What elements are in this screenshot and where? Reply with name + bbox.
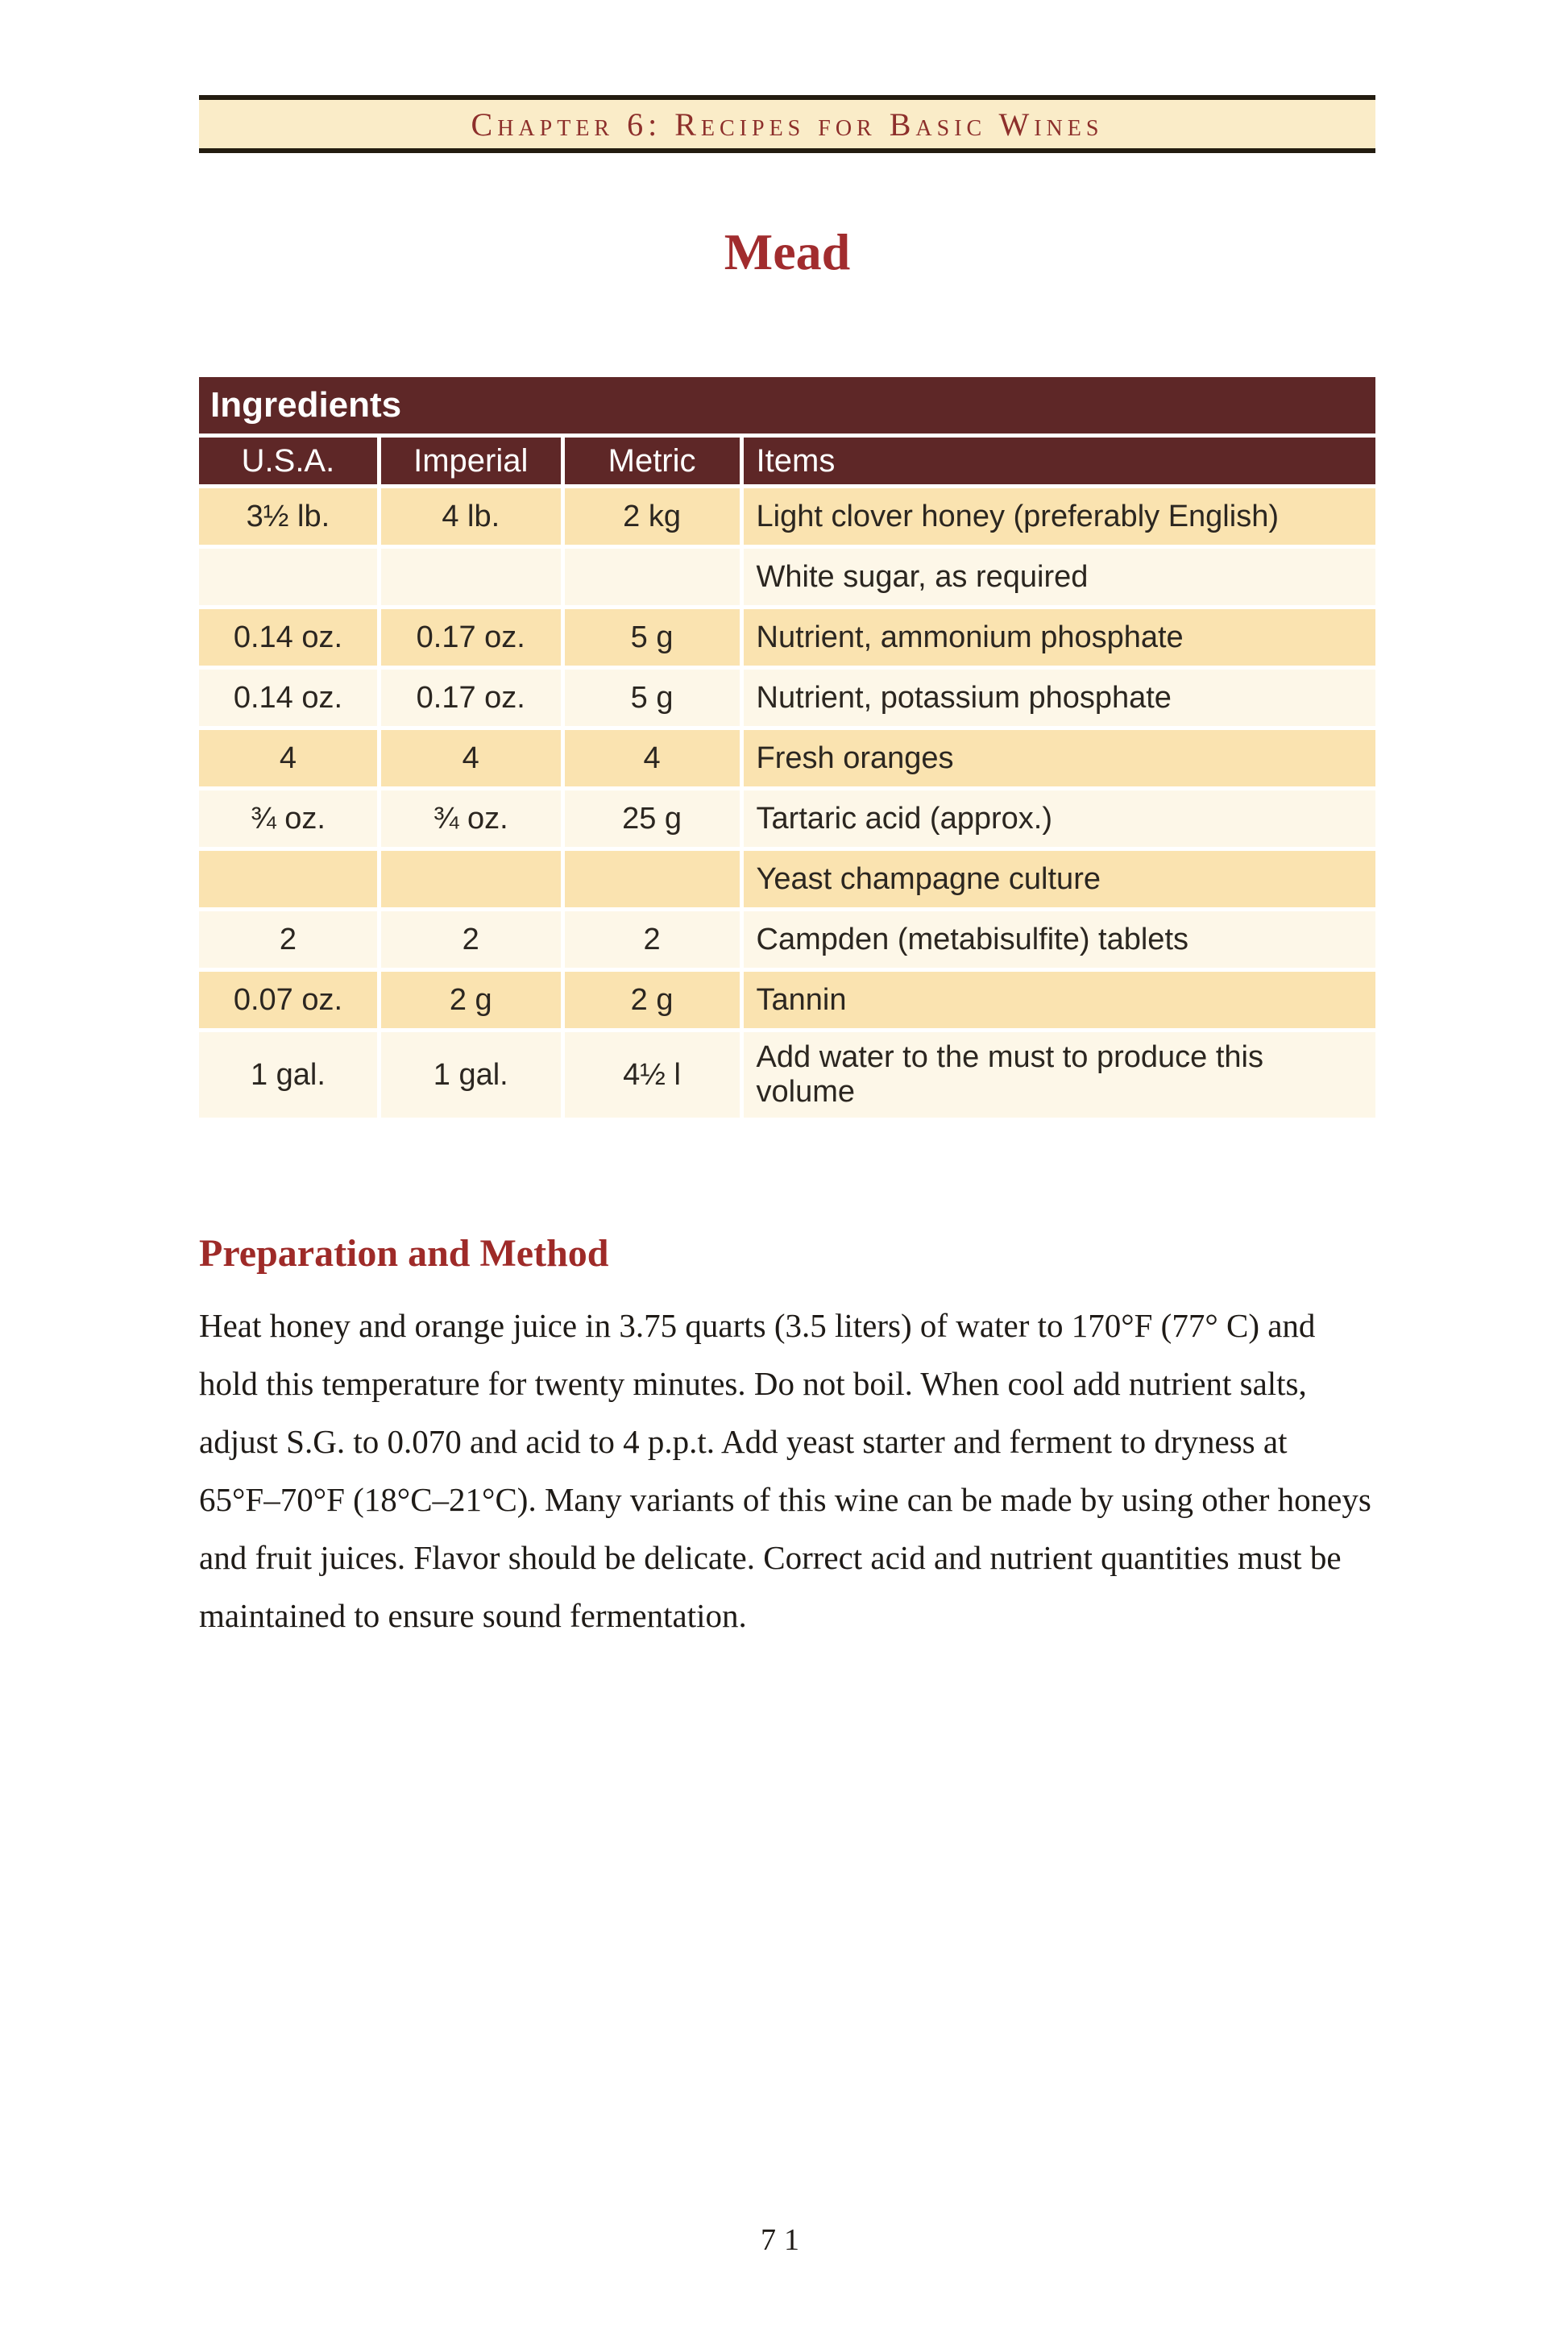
table-row — [199, 547, 1375, 608]
table-cell-item: Tartaric acid (approx.) — [741, 789, 1375, 849]
table-row — [199, 910, 1375, 970]
table-cell-quantity — [562, 849, 741, 910]
table-cell-item: Nutrient, ammonium phosphate — [741, 608, 1375, 668]
table-cell-quantity — [379, 849, 562, 910]
table-cell-quantity — [199, 849, 379, 910]
method-section — [199, 1231, 1375, 1645]
table-row — [199, 728, 1375, 789]
table-cell-quantity — [199, 547, 379, 608]
table-cell-quantity: 2 — [379, 910, 562, 970]
table-row — [199, 789, 1375, 849]
table-cell-quantity: 1 gal. — [199, 1031, 379, 1118]
column-header-metric: Metric — [562, 438, 741, 487]
table-cell-quantity: 2 g — [379, 970, 562, 1031]
table-cell-quantity: 5 g — [562, 668, 741, 728]
table-row — [199, 849, 1375, 910]
table-cell-quantity — [562, 547, 741, 608]
table-cell-item: Nutrient, potassium phosphate — [741, 668, 1375, 728]
ingredients-table — [199, 377, 1375, 1118]
page-number: 71 — [761, 2223, 807, 2257]
table-cell-quantity: 4 — [562, 728, 741, 789]
table-cell-item: Campden (metabisulfite) tablets — [741, 910, 1375, 970]
table-cell-item: Yeast champagne culture — [741, 849, 1375, 910]
table-cell-quantity: 2 g — [562, 970, 741, 1031]
table-row — [199, 487, 1375, 547]
table-cell-quantity: 5 g — [562, 608, 741, 668]
table-cell-quantity: 0.17 oz. — [379, 608, 562, 668]
table-cell-item: Fresh oranges — [741, 728, 1375, 789]
table-row — [199, 668, 1375, 728]
table-cell-item: Light clover honey (preferably English) — [741, 487, 1375, 547]
column-header-usa: U.S.A. — [199, 438, 379, 487]
table-cell-quantity: 4 — [199, 728, 379, 789]
table-cell-quantity: 4½ l — [562, 1031, 741, 1118]
table-cell-quantity: 0.14 oz. — [199, 608, 379, 668]
table-cell-quantity: 2 kg — [562, 487, 741, 547]
table-row — [199, 608, 1375, 668]
chapter-banner — [199, 95, 1375, 153]
table-cell-quantity: 0.14 oz. — [199, 668, 379, 728]
table-cell-quantity: 0.07 oz. — [199, 970, 379, 1031]
page-title: Mead — [724, 223, 851, 280]
method-heading: Preparation and Method — [199, 1232, 609, 1275]
table-cell-item: Add water to the must to produce this volume — [741, 1031, 1375, 1118]
chapter-banner-title: Chapter 6: Recipes for Basic Wines — [471, 106, 1104, 143]
table-cell-quantity: ¾ oz. — [379, 789, 562, 849]
table-cell-quantity: 2 — [199, 910, 379, 970]
ingredients-table-body — [199, 487, 1375, 1118]
table-cell-quantity: 0.17 oz. — [379, 668, 562, 728]
table-cell-quantity: ¾ oz. — [199, 789, 379, 849]
table-cell-quantity: 25 g — [562, 789, 741, 849]
table-row — [199, 970, 1375, 1031]
column-header-imperial: Imperial — [379, 438, 562, 487]
table-cell-quantity: 4 — [379, 728, 562, 789]
column-header-items: Items — [741, 438, 1375, 487]
table-cell-quantity — [379, 547, 562, 608]
table-cell-quantity: 3½ lb. — [199, 487, 379, 547]
table-cell-quantity: 2 — [562, 910, 741, 970]
table-row — [199, 1031, 1375, 1118]
table-cell-quantity: 1 gal. — [379, 1031, 562, 1118]
table-cell-item: Tannin — [741, 970, 1375, 1031]
table-cell-item: White sugar, as required — [741, 547, 1375, 608]
ingredients-table-header: Ingredients — [199, 377, 1375, 434]
method-paragraph: Heat honey and orange juice in 3.75 quarts (3.5 liters) of water to 170°F (77° C) and hold this temperature for twenty minutes. Do not boil. When cool add nutrient salts, adjust S.G. to 0.070 and acid to 4 p.p.t. Add yeast starter and ferment to dryness at 65°F–70°F (18°C–21°C). Many variants of this wine can be made by using other honeys and fruit juices. Flavor should be delicate. Correct acid and nutrient quantities must be maintained to ensure sound fermentation. — [199, 1307, 1371, 1634]
table-cell-quantity: 4 lb. — [379, 487, 562, 547]
column-header-row — [199, 438, 1375, 487]
